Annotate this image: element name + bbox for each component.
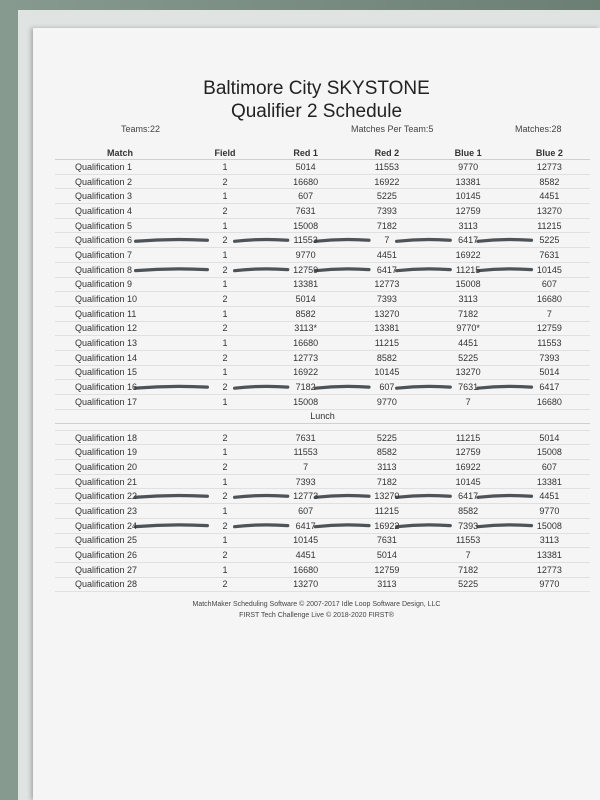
red2-cell: 8582	[346, 445, 427, 460]
red2-cell: 3113	[346, 460, 427, 475]
field-cell: 2	[185, 489, 265, 504]
blue2-cell: 4451	[509, 189, 590, 204]
match-row	[55, 204, 590, 219]
header-blue2: Blue 2	[509, 146, 590, 160]
match-cell: Qualification 7	[55, 248, 185, 263]
red2-cell: 11553	[346, 160, 427, 175]
match-cell: Qualification 23	[55, 504, 185, 519]
field-cell: 1	[185, 474, 265, 489]
match-cell: Qualification 1	[55, 160, 185, 175]
field-cell: 1	[185, 504, 265, 519]
red2-cell: 5014	[346, 548, 427, 563]
match-row	[55, 189, 590, 204]
red1-cell: 13270	[265, 577, 346, 592]
field-cell: 2	[185, 518, 265, 533]
match-cell: Qualification 14	[55, 350, 185, 365]
blue1-cell: 7	[428, 548, 509, 563]
blue1-cell: 7631	[428, 380, 509, 395]
red1-cell: 7	[265, 460, 346, 475]
red2-cell: 7393	[346, 204, 427, 219]
match-cell: Qualification 8	[55, 262, 185, 277]
red1-cell: 11553	[265, 445, 346, 460]
blue1-cell: 10145	[428, 474, 509, 489]
red1-cell: 4451	[265, 548, 346, 563]
matches-count: Matches:28	[515, 124, 562, 134]
match-row	[55, 577, 590, 592]
red1-cell: 5014	[265, 292, 346, 307]
field-cell: 2	[185, 380, 265, 395]
footer-matchmaker: MatchMaker Scheduling Software © 2007-2017 Idle Loop Software Design, LLC	[192, 601, 441, 608]
red1-cell: 16922	[265, 365, 346, 380]
field-cell: 2	[185, 174, 265, 189]
field-cell: 1	[185, 189, 265, 204]
blue2-cell: 16680	[509, 292, 590, 307]
match-cell: Qualification 6	[55, 233, 185, 248]
red2-cell: 5225	[346, 430, 427, 445]
match-row	[55, 306, 590, 321]
red2-cell: 7631	[346, 533, 427, 548]
blue2-cell: 9770	[509, 504, 590, 519]
red2-cell: 13270	[346, 306, 427, 321]
match-row	[55, 218, 590, 233]
match-cell: Qualification 22	[55, 489, 185, 504]
red1-cell: 16680	[265, 174, 346, 189]
blue1-cell: 13270	[428, 365, 509, 380]
blue1-cell: 7182	[428, 306, 509, 321]
blue1-cell: 3113	[428, 218, 509, 233]
red1-cell: 16680	[265, 336, 346, 351]
red1-cell: 13381	[265, 277, 346, 292]
match-row	[55, 518, 590, 533]
header-red1: Red 1	[265, 146, 346, 160]
red1-cell: 607	[265, 504, 346, 519]
field-cell: 1	[185, 365, 265, 380]
field-cell: 1	[185, 336, 265, 351]
match-row	[55, 548, 590, 563]
match-row	[55, 504, 590, 519]
red2-cell: 8582	[346, 350, 427, 365]
match-cell: Qualification 19	[55, 445, 185, 460]
blue1-cell: 5225	[428, 350, 509, 365]
red1-cell: 7631	[265, 204, 346, 219]
blue1-cell: 6417	[428, 233, 509, 248]
red1-cell: 3113*	[265, 321, 346, 336]
blue2-cell: 11553	[509, 336, 590, 351]
red2-cell: 16922	[346, 174, 427, 189]
match-row	[55, 474, 590, 489]
field-cell: 2	[185, 292, 265, 307]
blue1-cell: 13381	[428, 174, 509, 189]
field-cell: 1	[185, 395, 265, 410]
red1-cell: 15008	[265, 395, 346, 410]
red2-cell: 9770	[346, 395, 427, 410]
match-row	[55, 562, 590, 577]
match-cell: Qualification 9	[55, 277, 185, 292]
blue1-cell: 8582	[428, 504, 509, 519]
blue1-cell: 9770	[428, 160, 509, 175]
match-row	[55, 460, 590, 475]
red2-cell: 607	[346, 380, 427, 395]
match-row	[55, 489, 590, 504]
red2-cell: 13270	[346, 489, 427, 504]
blue2-cell: 12773	[509, 160, 590, 175]
field-cell: 2	[185, 350, 265, 365]
red2-cell: 10145	[346, 365, 427, 380]
schedule-sheet	[33, 28, 600, 800]
footer-ftc-live: FIRST Tech Challenge Live © 2018-2020 FIRST®	[239, 612, 394, 619]
blue2-cell: 5225	[509, 233, 590, 248]
match-cell: Qualification 13	[55, 336, 185, 351]
match-row	[55, 160, 590, 175]
match-row	[55, 445, 590, 460]
match-row	[55, 380, 590, 395]
match-row	[55, 233, 590, 248]
blue1-cell: 12759	[428, 445, 509, 460]
field-cell: 1	[185, 306, 265, 321]
red1-cell: 12773	[265, 350, 346, 365]
red2-cell: 13381	[346, 321, 427, 336]
blue1-cell: 10145	[428, 189, 509, 204]
field-cell: 1	[185, 533, 265, 548]
match-cell: Qualification 5	[55, 218, 185, 233]
header-field: Field	[185, 146, 265, 160]
red2-cell: 12773	[346, 277, 427, 292]
blue1-cell: 9770*	[428, 321, 509, 336]
match-row	[55, 248, 590, 263]
blue2-cell: 13381	[509, 548, 590, 563]
header-blue1: Blue 1	[428, 146, 509, 160]
match-cell: Qualification 28	[55, 577, 185, 592]
match-cell: Qualification 20	[55, 460, 185, 475]
field-cell: 2	[185, 321, 265, 336]
blue1-cell: 7393	[428, 518, 509, 533]
event-title: Baltimore City SKYSTONE	[203, 78, 430, 99]
blue1-cell: 16922	[428, 460, 509, 475]
match-cell: Qualification 4	[55, 204, 185, 219]
blue2-cell: 15008	[509, 445, 590, 460]
field-cell: 1	[185, 218, 265, 233]
header-row	[55, 146, 590, 160]
blue1-cell: 12759	[428, 204, 509, 219]
header-match: Match	[55, 146, 185, 160]
match-cell: Qualification 2	[55, 174, 185, 189]
blue2-cell: 13381	[509, 474, 590, 489]
blue1-cell: 7	[428, 395, 509, 410]
blue1-cell: 3113	[428, 292, 509, 307]
match-cell: Qualification 10	[55, 292, 185, 307]
red2-cell: 6417	[346, 262, 427, 277]
blue1-cell: 11215	[428, 262, 509, 277]
match-cell: Qualification 26	[55, 548, 185, 563]
blue1-cell: 15008	[428, 277, 509, 292]
matches-per-team: Matches Per Team:5	[351, 124, 434, 134]
blue2-cell: 7	[509, 306, 590, 321]
blue2-cell: 12759	[509, 321, 590, 336]
red1-cell: 7393	[265, 474, 346, 489]
red2-cell: 4451	[346, 248, 427, 263]
field-cell: 2	[185, 233, 265, 248]
red1-cell: 7631	[265, 430, 346, 445]
schedule-table	[55, 146, 590, 592]
teams-count: Teams:22	[121, 124, 161, 134]
field-cell: 2	[185, 460, 265, 475]
red1-cell: 7182	[265, 380, 346, 395]
blue1-cell: 11553	[428, 533, 509, 548]
red1-cell: 15008	[265, 218, 346, 233]
match-row	[55, 395, 590, 410]
field-cell: 1	[185, 562, 265, 577]
field-cell: 2	[185, 262, 265, 277]
match-cell: Qualification 24	[55, 518, 185, 533]
field-cell: 2	[185, 548, 265, 563]
blue2-cell: 12773	[509, 562, 590, 577]
match-cell: Qualification 11	[55, 306, 185, 321]
blue2-cell: 6417	[509, 380, 590, 395]
red1-cell: 12759	[265, 262, 346, 277]
blue2-cell: 13270	[509, 204, 590, 219]
red1-cell: 5014	[265, 160, 346, 175]
match-row	[55, 365, 590, 380]
field-cell: 2	[185, 430, 265, 445]
blue1-cell: 16922	[428, 248, 509, 263]
red2-cell: 7182	[346, 474, 427, 489]
field-cell: 1	[185, 277, 265, 292]
match-row	[55, 292, 590, 307]
blue2-cell: 607	[509, 277, 590, 292]
match-cell: Qualification 17	[55, 395, 185, 410]
blue2-cell: 9770	[509, 577, 590, 592]
match-row	[55, 321, 590, 336]
red1-cell: 607	[265, 189, 346, 204]
lunch-gap	[55, 423, 590, 430]
match-row	[55, 350, 590, 365]
field-cell: 2	[185, 577, 265, 592]
red1-cell: 8582	[265, 306, 346, 321]
field-cell: 1	[185, 445, 265, 460]
red1-cell: 10145	[265, 533, 346, 548]
match-row	[55, 262, 590, 277]
red1-cell: 16680	[265, 562, 346, 577]
match-cell: Qualification 25	[55, 533, 185, 548]
blue1-cell: 6417	[428, 489, 509, 504]
red2-cell: 3113	[346, 577, 427, 592]
match-cell: Qualification 27	[55, 562, 185, 577]
lunch-row	[55, 409, 590, 423]
schedule-subtitle: Qualifier 2 Schedule	[230, 101, 403, 122]
blue2-cell: 5014	[509, 430, 590, 445]
match-row	[55, 430, 590, 445]
blue1-cell: 5225	[428, 577, 509, 592]
red2-cell: 7	[346, 233, 427, 248]
match-row	[55, 336, 590, 351]
match-cell: Qualification 18	[55, 430, 185, 445]
red1-cell: 9770	[265, 248, 346, 263]
red2-cell: 11215	[346, 504, 427, 519]
blue2-cell: 8582	[509, 174, 590, 189]
header-red2: Red 2	[346, 146, 427, 160]
match-row	[55, 174, 590, 189]
red2-cell: 5225	[346, 189, 427, 204]
blue2-cell: 5014	[509, 365, 590, 380]
match-cell: Qualification 12	[55, 321, 185, 336]
field-cell: 1	[185, 160, 265, 175]
blue1-cell: 4451	[428, 336, 509, 351]
red2-cell: 7393	[346, 292, 427, 307]
red2-cell: 11215	[346, 336, 427, 351]
blue2-cell: 7631	[509, 248, 590, 263]
field-cell: 2	[185, 204, 265, 219]
blue2-cell: 16680	[509, 395, 590, 410]
match-cell: Qualification 21	[55, 474, 185, 489]
blue2-cell: 4451	[509, 489, 590, 504]
match-cell: Qualification 16	[55, 380, 185, 395]
blue1-cell: 11215	[428, 430, 509, 445]
red2-cell: 7182	[346, 218, 427, 233]
match-row	[55, 277, 590, 292]
blue2-cell: 10145	[509, 262, 590, 277]
red1-cell: 6417	[265, 518, 346, 533]
match-row	[55, 533, 590, 548]
match-cell: Qualification 15	[55, 365, 185, 380]
blue2-cell: 11215	[509, 218, 590, 233]
blue2-cell: 607	[509, 460, 590, 475]
lunch-label: Lunch	[55, 409, 590, 423]
blue2-cell: 15008	[509, 518, 590, 533]
red2-cell: 12759	[346, 562, 427, 577]
blue1-cell: 7182	[428, 562, 509, 577]
match-cell: Qualification 3	[55, 189, 185, 204]
blue2-cell: 7393	[509, 350, 590, 365]
red1-cell: 12773	[265, 489, 346, 504]
red2-cell: 16922	[346, 518, 427, 533]
blue2-cell: 3113	[509, 533, 590, 548]
red1-cell: 11553	[265, 233, 346, 248]
field-cell: 1	[185, 248, 265, 263]
